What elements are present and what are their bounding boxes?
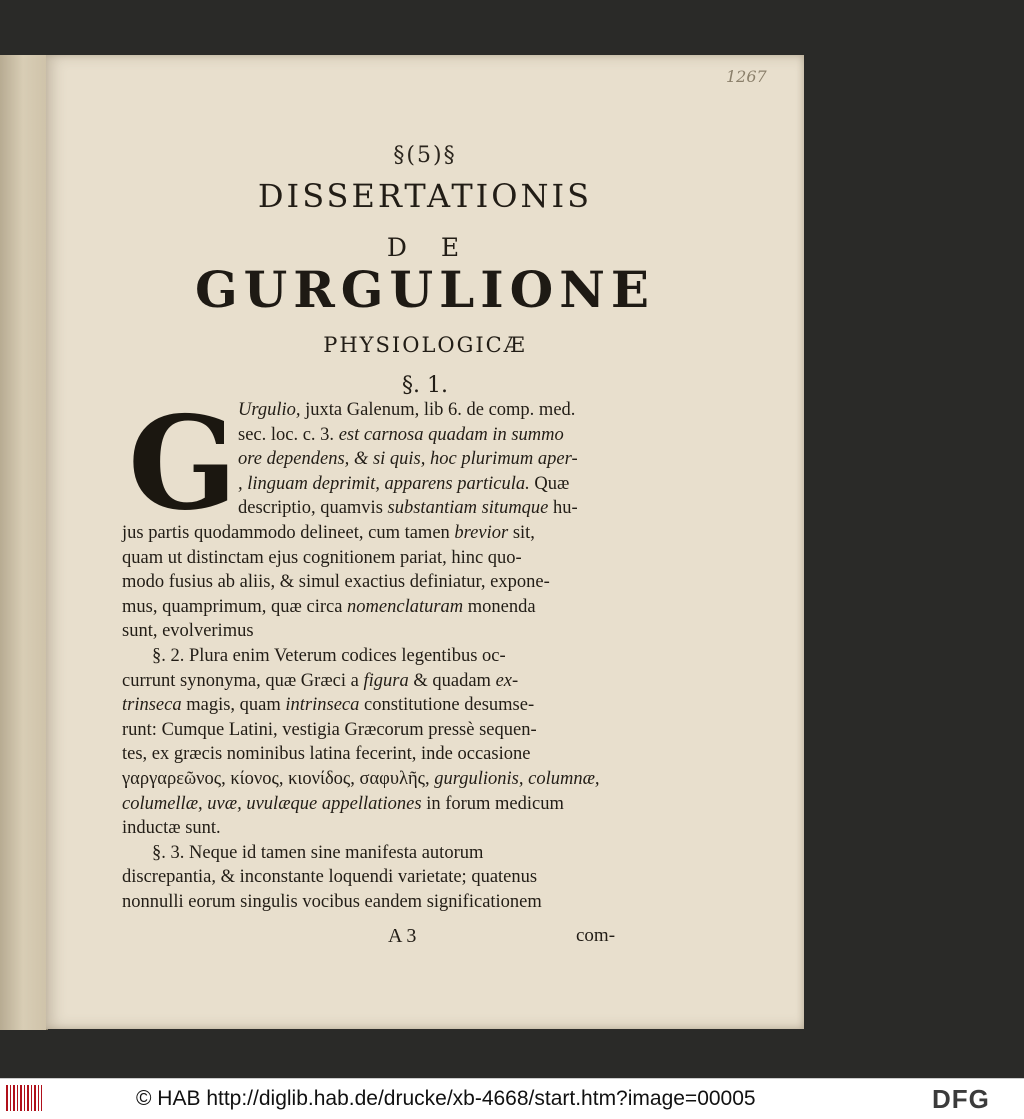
- italic-run: ex-: [495, 670, 519, 691]
- text-line: [122, 671, 518, 692]
- catchword: com-: [576, 925, 616, 946]
- library-logo-icon: [6, 1085, 42, 1111]
- italic-run: trinseca: [122, 695, 182, 716]
- text-run: in forum medicum: [421, 793, 564, 814]
- italic-run: ore dependens, & si quis, hoc plurimum aper-: [238, 449, 578, 470]
- title-line-2: DE: [386, 233, 494, 262]
- text-line: [122, 867, 537, 888]
- text-line: [122, 794, 564, 815]
- facing-page-edge: [0, 55, 48, 1030]
- text-run: nonnulli eorum singulis vocibus eandem significationem: [122, 892, 542, 912]
- section-heading: §. 1.: [402, 373, 448, 398]
- text-run: runt: Cumque Latini, vestigia Græcorum pressè sequen-: [122, 719, 537, 740]
- italic-run: , linguam deprimit, apparens particula.: [238, 473, 530, 494]
- italic-run: Urgulio,: [238, 400, 301, 420]
- italic-run: figura: [363, 670, 409, 691]
- text-line: [238, 449, 578, 470]
- italic-run: est carnosa quadam in summo: [338, 424, 564, 445]
- text-run: γαργαρεῶνος, κίονος, κιονίδος, σαφυλῆς,: [122, 769, 435, 789]
- text-run: §. 3. Neque id tamen sine manifesta autorum: [152, 842, 484, 863]
- text-line: [122, 523, 535, 544]
- text-run: mus, quamprimum, quæ circa: [122, 596, 348, 617]
- text-line: [238, 425, 564, 446]
- text-line: [122, 720, 537, 741]
- text-run: inductæ sunt.: [122, 818, 221, 839]
- text-run: juxta Galenum, lib 6. de comp. med.: [300, 400, 576, 420]
- signature-mark: A 3: [388, 925, 417, 947]
- italic-run: gurgulionis, columnæ,: [434, 769, 600, 789]
- text-run: jus partis quodammodo delineet, cum tamen: [122, 523, 455, 543]
- text-run: modo fusius ab aliis, & simul exactius definiatur, expone-: [122, 572, 550, 593]
- dfg-logo: DFG: [932, 1084, 990, 1114]
- text-run: & quadam: [408, 670, 496, 691]
- text-run: descriptio, quamvis: [238, 498, 388, 519]
- text-line: [152, 646, 506, 667]
- viewer-footer: [0, 1078, 1024, 1119]
- text-run: quam ut distinctam ejus cognitionem pariat, hinc quo-: [122, 547, 522, 568]
- text-line: [122, 548, 522, 569]
- page-number: §(5)§: [393, 143, 457, 168]
- text-run: monenda: [463, 596, 536, 617]
- text-line: [122, 621, 254, 642]
- italic-run: brevior: [454, 523, 509, 543]
- text-line: [238, 400, 575, 421]
- text-run: Quæ: [529, 473, 570, 494]
- copyright-link[interactable]: © HAB http://diglib.hab.de/drucke/xb-4668/start.htm?image=00005: [136, 1087, 756, 1110]
- book-page: [46, 55, 804, 1029]
- text-line: [122, 818, 221, 839]
- text-line: [238, 498, 578, 519]
- text-run: tes, ex græcis nominibus latina fecerint, inde occasione: [122, 744, 531, 765]
- text-line: [122, 597, 536, 618]
- italic-run: intrinseca: [285, 695, 360, 716]
- text-run: discrepantia, & inconstante loquendi varietate; quatenus: [122, 867, 538, 888]
- text-run: hu-: [548, 498, 578, 519]
- text-line: [238, 474, 569, 495]
- text-run: sec. loc. c. 3.: [238, 424, 339, 445]
- text-line: [122, 695, 534, 716]
- text-line: [152, 843, 483, 864]
- text-line: [122, 744, 530, 765]
- text-run: sunt, evolverimus: [122, 621, 254, 642]
- text-run: sit,: [508, 523, 535, 543]
- shelfmark: 1267: [726, 67, 767, 86]
- title-line-3: GURGULIONE: [194, 260, 656, 319]
- text-line: [122, 572, 550, 593]
- text-run: currunt synonyma, quæ Græci a: [122, 670, 364, 691]
- title-line-4: PHYSIOLOGICÆ: [323, 333, 527, 357]
- drop-cap-initial: G: [128, 389, 238, 539]
- text-line: [122, 769, 600, 790]
- italic-run: nomenclaturam: [347, 596, 464, 617]
- title-line-1: DISSERTATIONIS: [257, 177, 593, 215]
- italic-run: columellæ, uvæ, uvulæque appellationes: [122, 793, 422, 814]
- text-line: [122, 892, 542, 913]
- text-run: constitutione desumse-: [359, 695, 535, 716]
- text-run: magis, quam: [181, 695, 286, 716]
- text-run: §. 2. Plura enim Veterum codices legentibus oc-: [152, 646, 506, 666]
- italic-run: substantiam situmque: [387, 498, 549, 519]
